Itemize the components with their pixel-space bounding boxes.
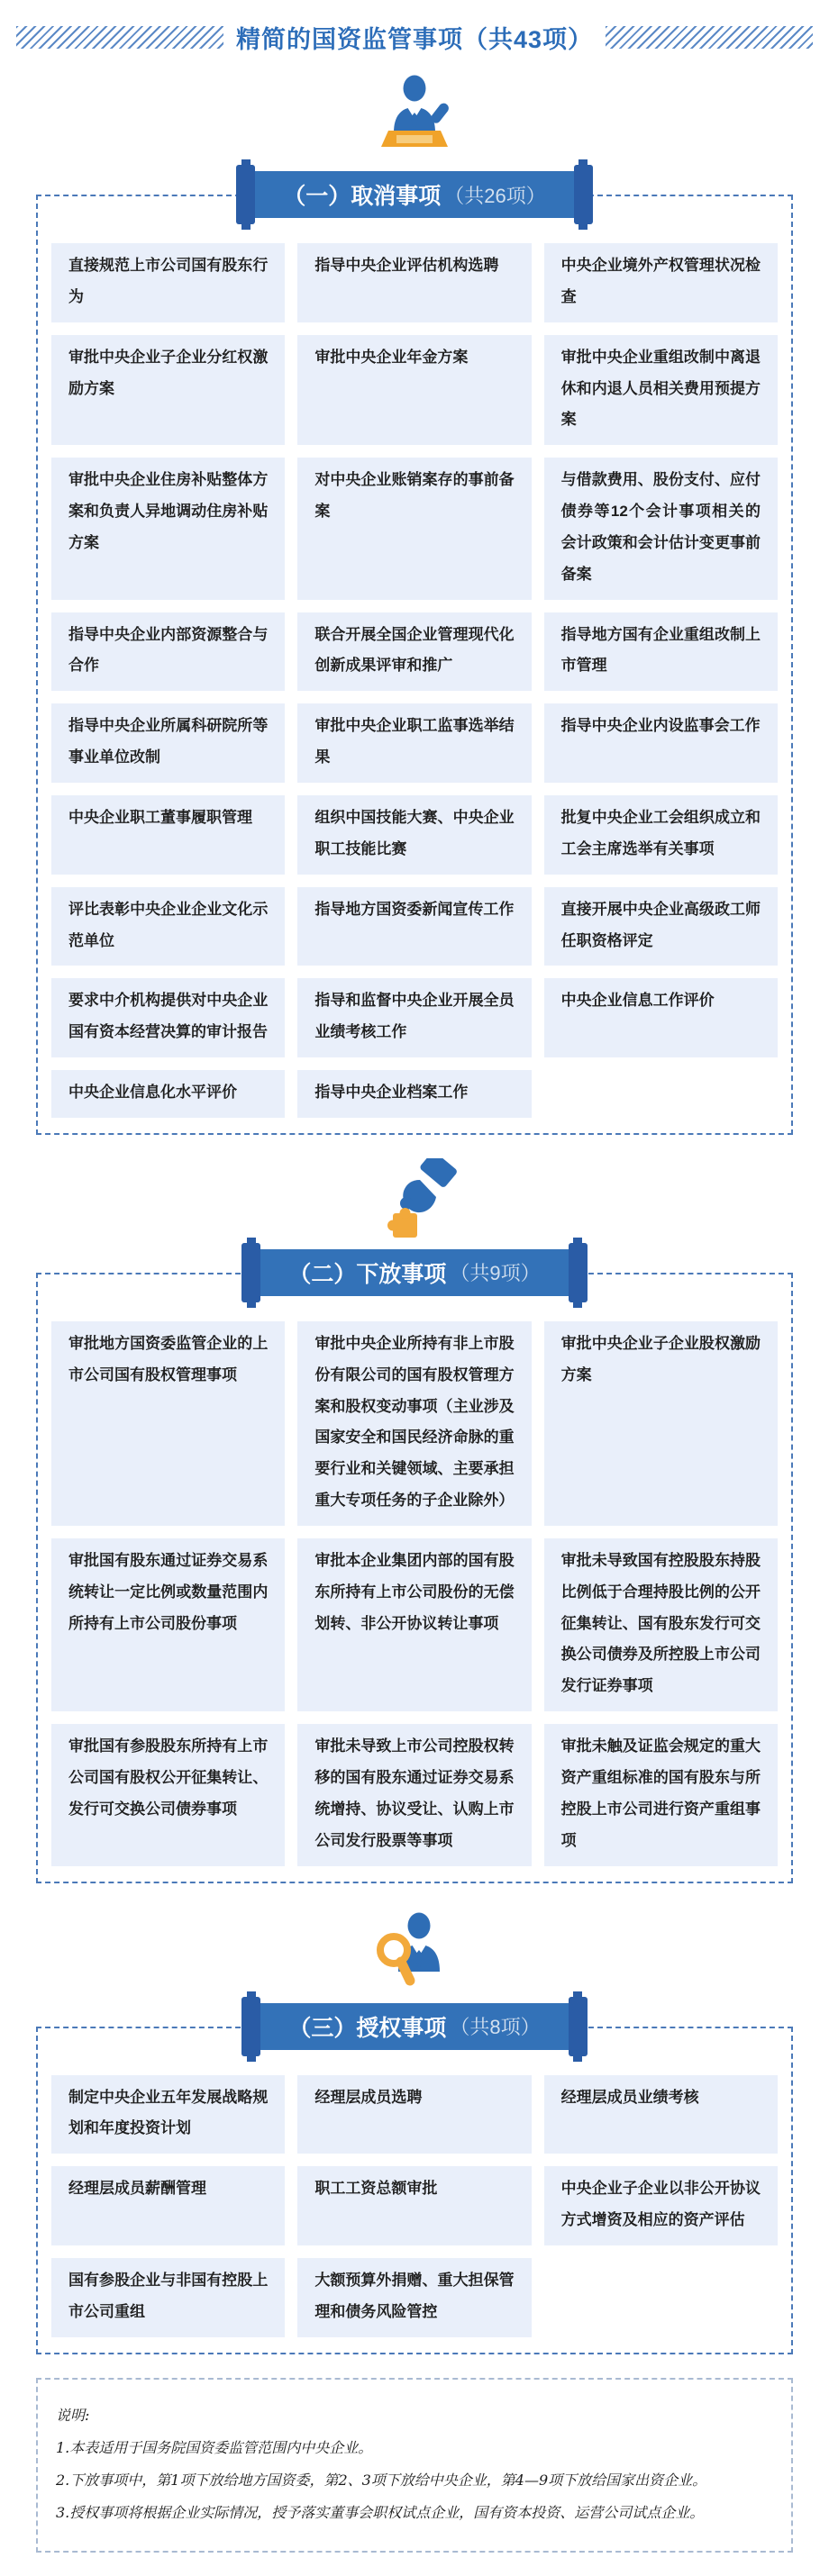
cancelled-item-cell: 中央企业职工董事履职管理 (51, 795, 285, 875)
authorized-item-cell: 制定中央企业五年发展战略规划和年度投资计划 (51, 2075, 285, 2154)
section-2-head (0, 1158, 829, 1302)
delegated-item-cell: 审批未导致国有控股股东持股比例低于合理持股比例的公开征集转让、国有股东发行可交换公司债券及所控股上市公司发行证券事项 (544, 1538, 778, 1711)
items-grid-authorized (51, 2075, 778, 2337)
note-line: 2.下放事项中，第1项下放给地方国资委，第2、3项下放给中央企业，第4—9项下放给国家出资企业。 (56, 2471, 707, 2489)
cancelled-item-cell: 对中央企业账销案存的事前备案 (297, 458, 531, 599)
cancelled-item-cell: 指导地方国有企业重组改制上市管理 (544, 612, 778, 692)
delegated-item-cell: 审批未触及证监会规定的重大资产重组标准的国有股东与所控股上市公司进行资产重组事项 (544, 1724, 778, 1865)
section-1-count: （共26项） (444, 184, 546, 207)
cancelled-item-cell: 审批中央企业住房补贴整体方案和负责人异地调动住房补贴方案 (51, 458, 285, 599)
hatch-stripes-left (16, 26, 223, 49)
section-2-panel (36, 1273, 793, 1883)
section-3-banner-bar (256, 2003, 572, 2050)
section-2-title: （二）下放事项 (288, 1261, 447, 1287)
cancelled-item-cell: 中央企业信息化水平评价 (51, 1070, 285, 1118)
notes-box (36, 2378, 793, 2553)
cancelled-item-cell: 直接开展中央企业高级政工师任职资格评定 (544, 887, 778, 966)
items-grid-delegated (51, 1321, 778, 1866)
delegated-item-cell: 审批未导致上市公司控股权转移的国有股东通过证券交易系统增持、协议受让、认购上市公司发行股票等事项 (297, 1724, 531, 1865)
section-3-banner (241, 1997, 587, 2056)
section-1-panel (36, 195, 793, 1135)
delegated-item-cell: 审批中央企业子企业股权激励方案 (544, 1321, 778, 1526)
cancelled-item-cell: 指导和监督中央企业开展全员业绩考核工作 (297, 978, 531, 1057)
notes-lines (56, 2432, 773, 2529)
scroll-handle-right-icon (569, 1243, 588, 1302)
delegated-item-cell: 审批本企业集团内部的国有股东所持有上市公司股份的无偿划转、非公开协议转让事项 (297, 1538, 531, 1711)
cancelled-item-cell: 组织中国技能大赛、中央企业职工技能比赛 (297, 795, 531, 875)
cancelled-item-cell: 评比表彰中央企业企业文化示范单位 (51, 887, 285, 966)
cancelled-item-cell: 审批中央企业职工监事选举结果 (297, 703, 531, 783)
cancelled-item-cell: 审批中央企业重组改制中离退休和内退人员相关费用预提方案 (544, 335, 778, 446)
authorized-item-cell: 国有参股企业与非国有控股上市公司重组 (51, 2258, 285, 2337)
scroll-handle-right-icon (569, 1997, 588, 2056)
delegated-item-cell: 审批国有股东通过证券交易系统转让一定比例或数量范围内所持有上市公司股份事项 (51, 1538, 285, 1711)
cancelled-item-cell: 直接规范上市公司国有股东行为 (51, 243, 285, 322)
speaker-podium-icon (356, 69, 473, 168)
section-2-banner-bar (256, 1249, 572, 1296)
person-magnifier-icon (347, 1907, 482, 2006)
authorized-item-cell: 大额预算外捐赠、重大担保管理和债务风险管控 (297, 2258, 531, 2337)
section-2-banner (241, 1243, 587, 1302)
section-1-banner (236, 165, 593, 224)
section-1-head (0, 69, 829, 224)
section-3-head (0, 1907, 829, 2056)
section-1-title: （一）取消事项 (283, 184, 442, 209)
cancelled-item-cell: 中央企业信息工作评价 (544, 978, 778, 1057)
authorized-item-cell: 职工工资总额审批 (297, 2166, 531, 2245)
cancelled-item-cell: 审批中央企业子企业分红权激励方案 (51, 335, 285, 446)
cancelled-item-cell: 联合开展全国企业管理现代化创新成果评审和推广 (297, 612, 531, 692)
scroll-handle-left-icon (241, 1997, 260, 2056)
authorized-item-cell: 经理层成员选聘 (297, 2075, 531, 2154)
delegated-item-cell: 审批国有参股股东所持有上市公司国有股权公开征集转让、发行可交换公司债券事项 (51, 1724, 285, 1865)
cancelled-item-cell: 指导地方国资委新闻宣传工作 (297, 887, 531, 966)
authorized-item-cell: 经理层成员业绩考核 (544, 2075, 778, 2154)
items-grid-cancelled (51, 243, 778, 1118)
cancelled-item-cell: 指导中央企业内设监事会工作 (544, 703, 778, 783)
cancelled-item-cell: 指导中央企业所属科研院所等事业单位改制 (51, 703, 285, 783)
cancelled-item-cell: 中央企业境外产权管理状况检查 (544, 243, 778, 322)
header-band (16, 20, 813, 55)
section-3-panel (36, 2027, 793, 2354)
cancelled-item-cell: 指导中央企业内部资源整合与合作 (51, 612, 285, 692)
cancelled-item-cell: 审批中央企业年金方案 (297, 335, 531, 446)
hand-puzzle-icon (365, 1158, 464, 1248)
infographic-page (0, 20, 829, 2576)
scroll-handle-left-icon (241, 1243, 260, 1302)
section-1-banner-bar (251, 171, 578, 218)
note-line: 1.本表适用于国务院国资委监管范围内中央企业。 (56, 2438, 373, 2456)
cancelled-item-cell: 指导中央企业档案工作 (297, 1070, 531, 1118)
cancelled-item-cell: 指导中央企业评估机构选聘 (297, 243, 531, 322)
scroll-handle-left-icon (236, 165, 255, 224)
scroll-handle-right-icon (574, 165, 593, 224)
section-3-authorized (36, 2027, 793, 2354)
cancelled-item-cell: 与借款费用、股份支付、应付债券等12个会计事项相关的会计政策和会计估计变更事前备案 (544, 458, 778, 599)
cancelled-item-cell: 批复中央企业工会组织成立和工会主席选举有关事项 (544, 795, 778, 875)
cancelled-item-cell: 要求中介机构提供对中央企业国有资本经营决算的审计报告 (51, 978, 285, 1057)
section-3-title: （三）授权事项 (288, 2015, 447, 2041)
authorized-item-cell: 中央企业子企业以非公开协议方式增资及相应的资产评估 (544, 2166, 778, 2245)
authorized-item-cell: 经理层成员薪酬管理 (51, 2166, 285, 2245)
hatch-stripes-right (606, 26, 813, 49)
section-2-count: （共9项） (450, 1262, 541, 1285)
section-1-cancelled (36, 195, 793, 1135)
page-title: 精简的国资监管事项（共43项） (235, 26, 594, 53)
notes-label: 说明: (56, 2406, 90, 2424)
delegated-item-cell: 审批中央企业所持有非上市股份有限公司的国有股权管理方案和股权变动事项（主业涉及国家安全和国民经济命脉的重要行业和关键领域、主要承担重大专项任务的子企业除外） (297, 1321, 531, 1526)
delegated-item-cell: 审批地方国资委监管企业的上市公司国有股权管理事项 (51, 1321, 285, 1526)
note-line: 3.授权事项将根据企业实际情况，授予落实董事会职权试点企业，国有资本投资、运营公司试点企业。 (56, 2503, 705, 2521)
section-2-delegated (36, 1273, 793, 1883)
section-3-count: （共8项） (450, 2016, 541, 2039)
